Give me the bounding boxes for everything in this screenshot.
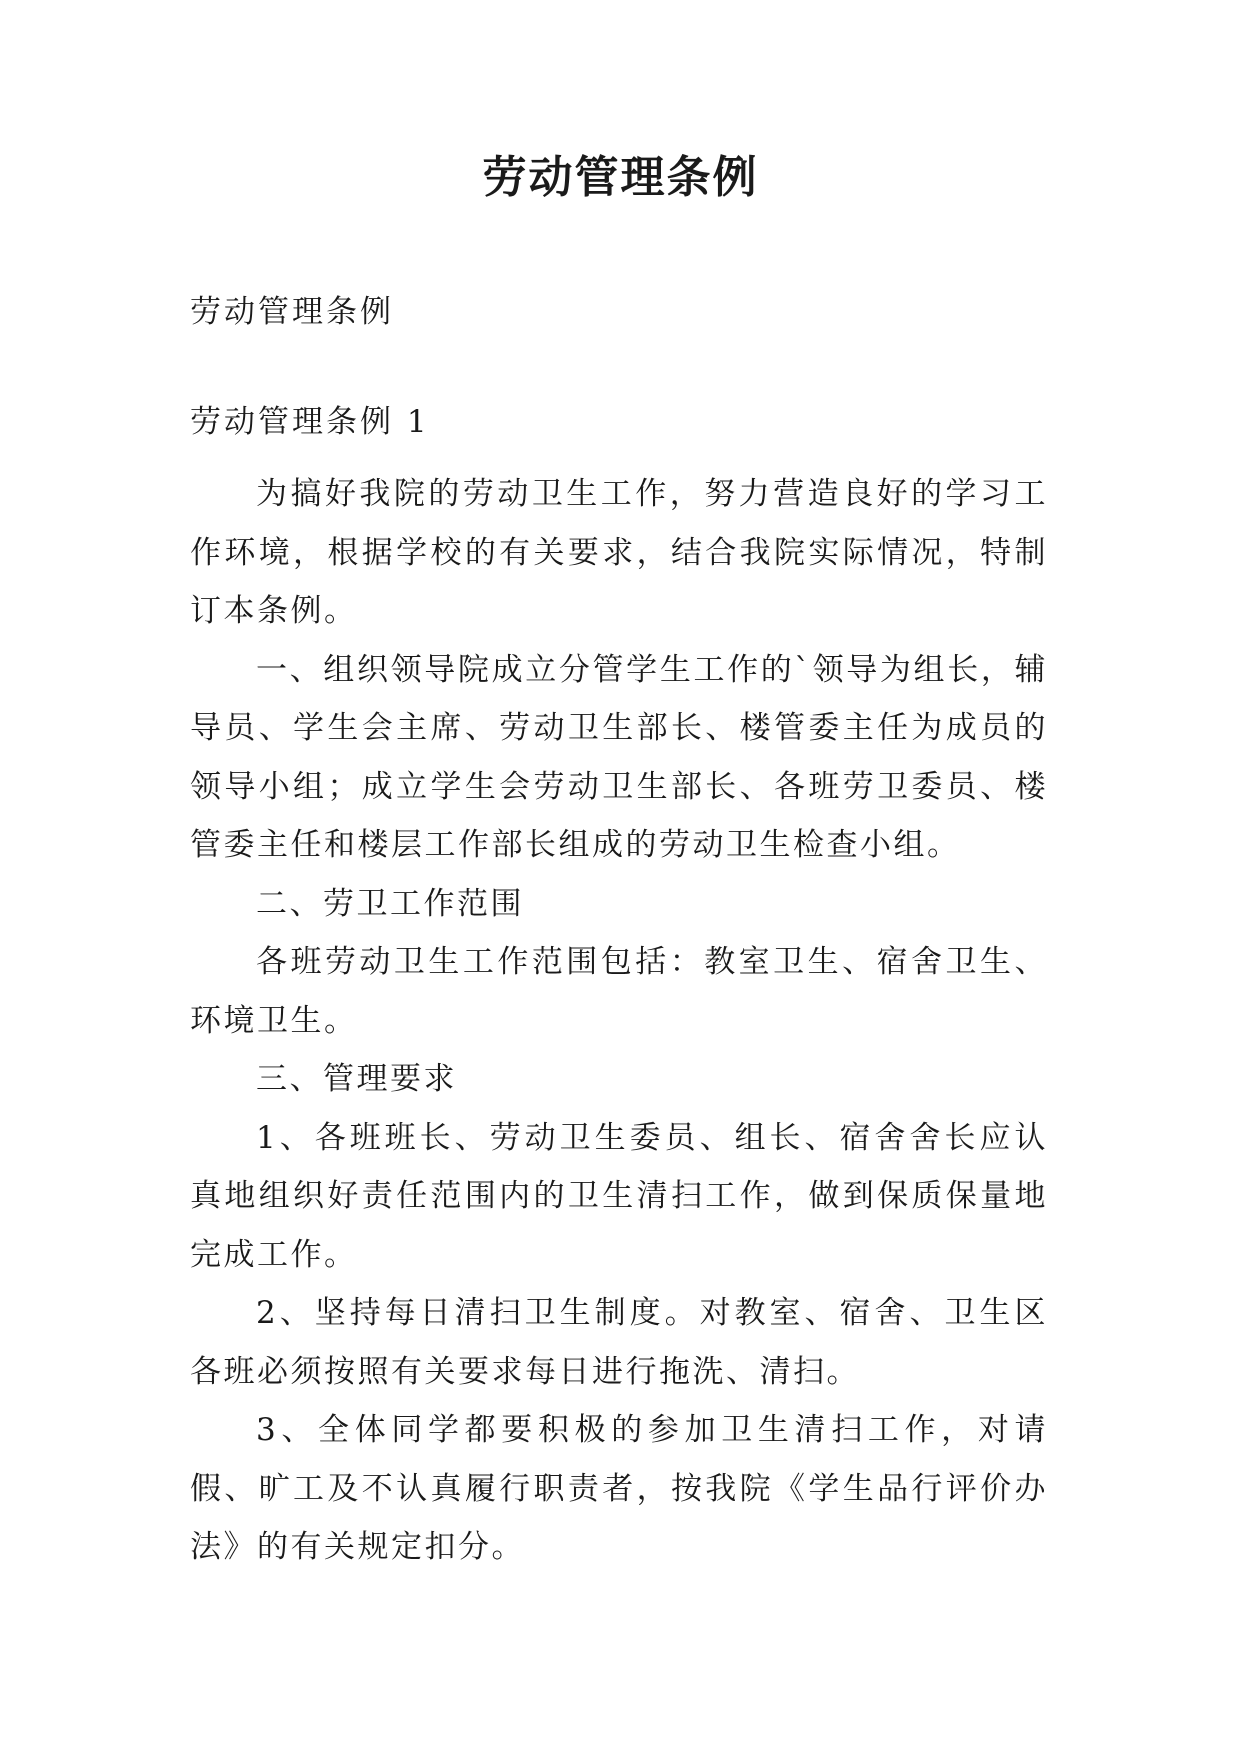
document-subtitle: 劳动管理条例 [190, 294, 394, 330]
paragraph-intro: 为搞好我院的劳动卫生工作，努力营造良好的学习工作环境，根据学校的有关要求，结合我院实际情况，特制订本条例。 [190, 476, 1048, 629]
paragraph-scope: 各班劳动卫生工作范围包括：教室卫生、宿舍卫生、环境卫生。 [190, 944, 1048, 1039]
paragraph-heading-requirements: 三、管理要求 [256, 1061, 457, 1097]
document-title: 劳动管理条例 [482, 152, 759, 203]
paragraph-requirement-2: 2、坚持每日清扫卫生制度。对教室、宿舍、卫生区各班必须按照有关要求每日进行拖洗、清扫。 [190, 1295, 1048, 1390]
paragraph-organization: 一、组织领导院成立分管学生工作的`领导为组长，辅导员、学生会主席、劳动卫生部长、楼管委主任为成员的领导小组；成立学生会劳动卫生部长、各班劳卫委员、楼管委主任和楼层工作部长组成的劳动卫生检查小组。 [190, 651, 1048, 863]
paragraph-requirement-1: 1、各班班长、劳动卫生委员、组长、宿舍舍长应认真地组织好责任范围内的卫生清扫工作，做到保质保量地完成工作。 [190, 1119, 1048, 1273]
paragraph-heading-scope: 二、劳卫工作范围 [256, 885, 524, 922]
section-heading: 劳动管理条例 1 [190, 404, 430, 440]
document-body [190, 465, 1048, 1577]
paragraph-requirement-3: 3、全体同学都要积极的参加卫生清扫工作，对请假、旷工及不认真履行职责者，按我院《学生品行评价办法》的有关规定扣分。 [190, 1412, 1048, 1565]
